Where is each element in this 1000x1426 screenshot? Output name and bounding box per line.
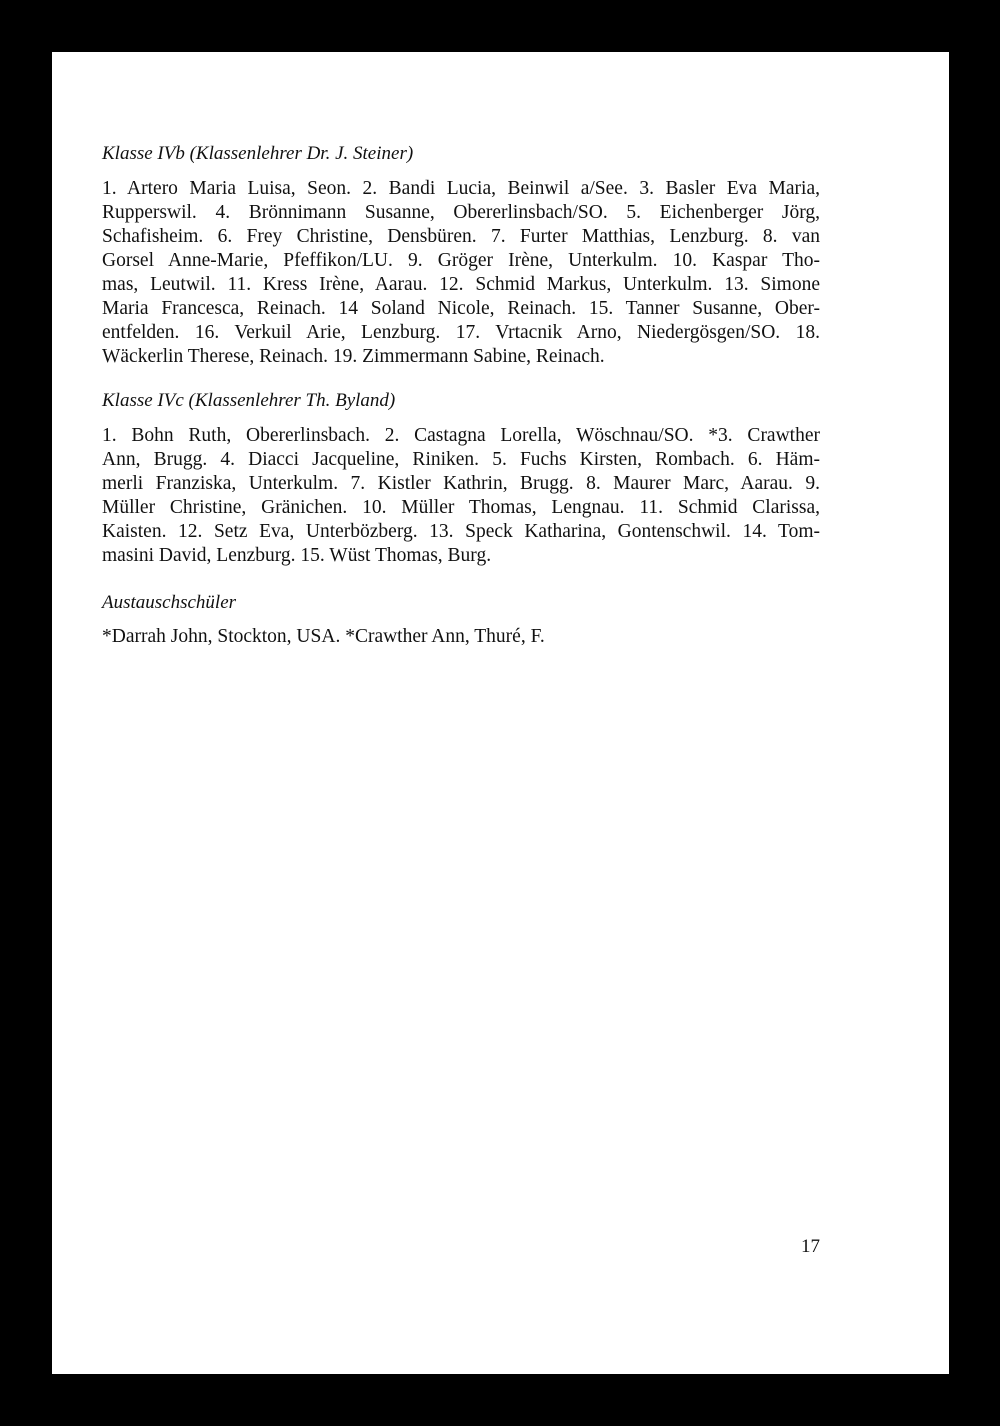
text-line: merli Franziska, Unterkulm. 7. Kistler Kathrin, Brugg. 8. Maurer Marc, Aarau. 9. [102, 473, 820, 494]
text-line: 1. Artero Maria Luisa, Seon. 2. Bandi Lucia, Beinwil a/See. 3. Basler Eva Maria, [102, 178, 820, 199]
text-line: Ann, Brugg. 4. Diacci Jacqueline, Riniken. 5. Fuchs Kirsten, Rombach. 6. Häm- [102, 449, 820, 470]
text-line: 1. Bohn Ruth, Obererlinsbach. 2. Castagna Lorella, Wöschnau/SO. *3. Crawther [102, 425, 820, 446]
text-line: Wäckerlin Therese, Reinach. 19. Zimmermann Sabine, Reinach. [102, 346, 605, 367]
text-line: Maria Francesca, Reinach. 14 Soland Nicole, Reinach. 15. Tanner Susanne, Ober- [102, 298, 820, 319]
text-line: Schafisheim. 6. Frey Christine, Densbüren. 7. Furter Matthias, Lenzburg. 8. van [102, 226, 820, 247]
text-line: Rupperswil. 4. Brönnimann Susanne, Obererlinsbach/SO. 5. Eichenberger Jörg, [102, 202, 820, 223]
section-heading-klasse-ivc: Klasse IVc (Klassenlehrer Th. Byland) [102, 390, 396, 411]
section-heading-austauschschueler: Austauschschüler [102, 592, 237, 613]
section-heading-klasse-ivb: Klasse IVb (Klassenlehrer Dr. J. Steiner) [102, 143, 414, 164]
document-page [52, 52, 949, 1374]
text-line: entfelden. 16. Verkuil Arie, Lenzburg. 17. Vrtacnik Arno, Niedergösgen/SO. 18. [102, 322, 820, 343]
text-line: *Darrah John, Stockton, USA. *Crawther Ann, Thuré, F. [102, 626, 545, 647]
page-number: 17 [801, 1236, 820, 1257]
text-line: Gorsel Anne-Marie, Pfeffikon/LU. 9. Gröger Irène, Unterkulm. 10. Kaspar Tho- [102, 250, 820, 271]
text-line: mas, Leutwil. 11. Kress Irène, Aarau. 12. Schmid Markus, Unterkulm. 13. Simone [102, 274, 820, 295]
text-line: masini David, Lenzburg. 15. Wüst Thomas, Burg. [102, 545, 492, 566]
text-line: Kaisten. 12. Setz Eva, Unterbözberg. 13. Speck Katharina, Gontenschwil. 14. Tom- [102, 521, 820, 542]
text-line: Müller Christine, Gränichen. 10. Müller Thomas, Lengnau. 11. Schmid Clarissa, [102, 497, 820, 518]
